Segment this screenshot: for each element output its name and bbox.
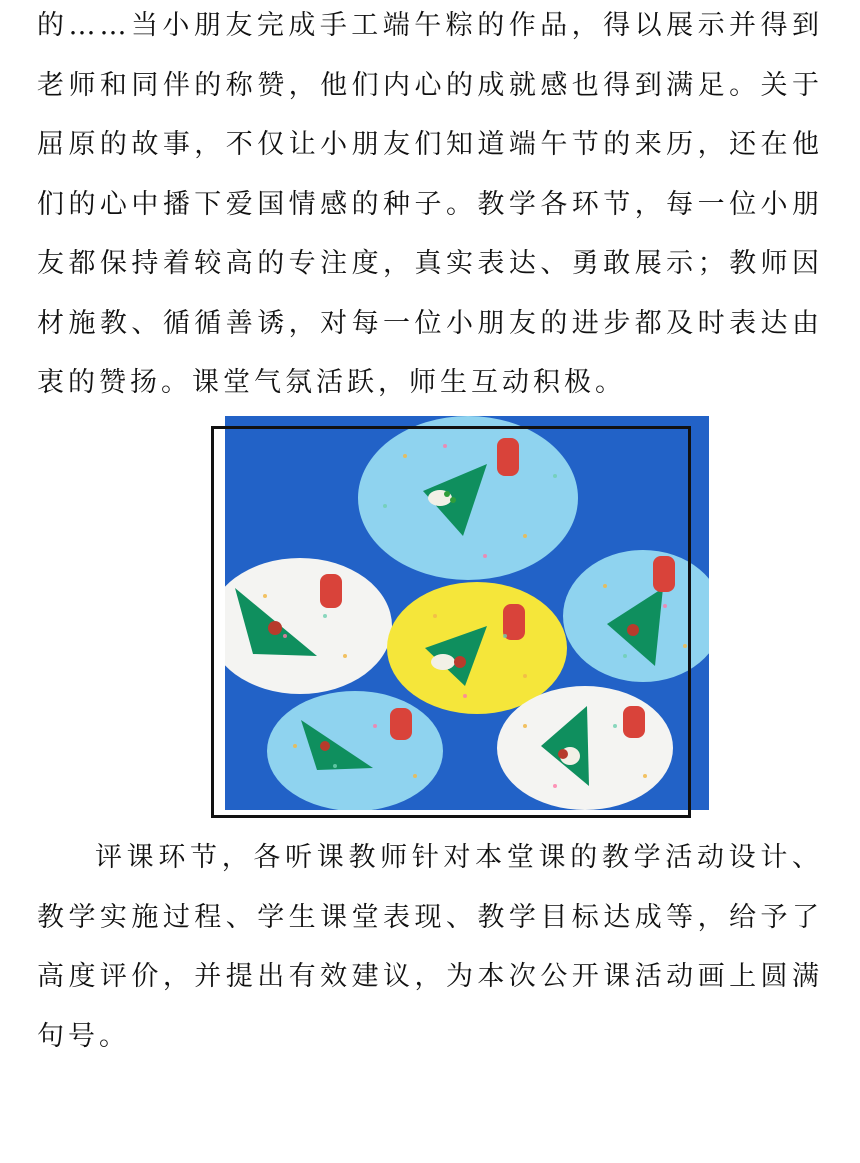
- body-paragraph-2: 评课环节，各听课教师针对本堂课的教学活动设计、教学实施过程、学生课堂表现、教学目标达成等，给予了高度评价，并提出有效建议，为本次公开课活动画上圆满句号。: [37, 842, 823, 1052]
- handmade-zongzi-photo: [211, 416, 709, 822]
- body-paragraph-1: 的……当小朋友完成手工端午粽的作品，得以展示并得到老师和同伴的称赞，他们内心的成就感也得到满足。关于屈原的故事，不仅让小朋友们知道端午节的来历，还在他们的心中播下爱国情感的种子。教学各环节，每一位小朋友都保持着较高的专注度，真实表达、勇敢展示；教师因材施教、循循善诱，对每一位小朋友的进步都及时表达由衷的赞扬。课堂气氛活跃，师生互动积极。: [37, 10, 823, 398]
- zongzi-crafts-image: [225, 416, 709, 810]
- plate-top: [358, 416, 578, 580]
- plate-bottom-left: [267, 691, 443, 810]
- plate-bottom-right: [497, 686, 673, 810]
- plate-center: [387, 582, 567, 714]
